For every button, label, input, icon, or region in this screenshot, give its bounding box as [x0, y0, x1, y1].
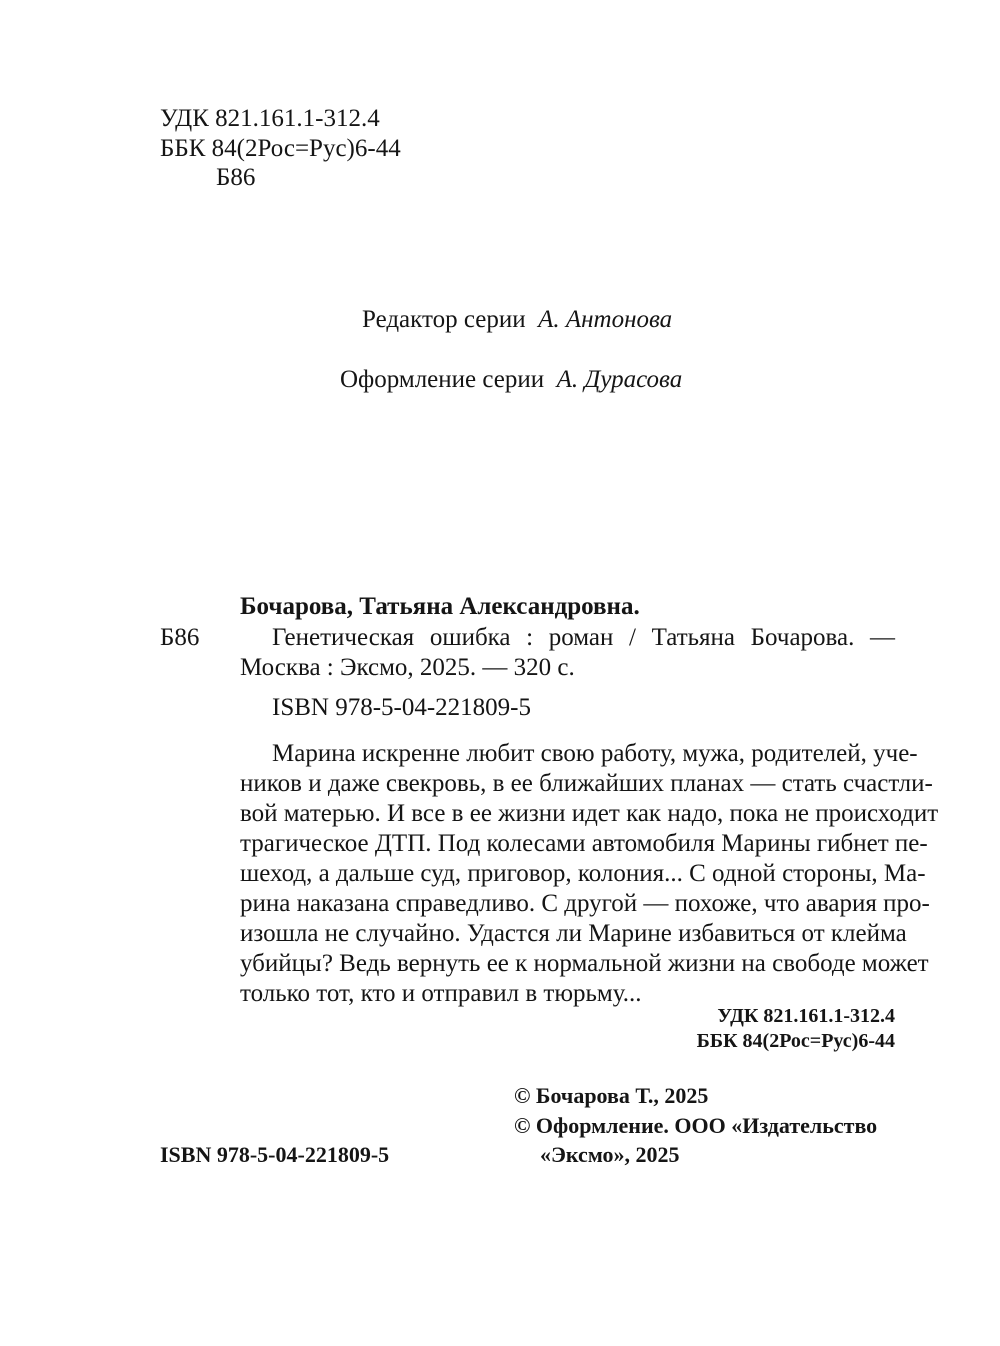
annotation-line: убийцы? Ведь вернуть ее к нормальной жизни на свободе может [240, 950, 929, 977]
header-author-code: Б86 [216, 164, 256, 191]
annotation-line: Марина искренне любит свою работу, мужа, родителей, уче- [272, 740, 918, 767]
header-bbk: ББК 84(2Рос=Рус)6-44 [160, 135, 401, 162]
record-code: Б86 [160, 624, 200, 651]
copyright-design-line2: «Эксмо», 2025 [540, 1142, 680, 1167]
series-design-name: А. Дурасова [556, 366, 683, 393]
annotation-line: вой матерью. И все в ее жизни идет как надо, пока не происходит [240, 800, 939, 827]
annotation-line: шеход, а дальше суд, приговор, колония... С одной стороны, Ма- [240, 860, 926, 887]
series-editor-label: Редактор серии [362, 306, 526, 333]
annotation-line: трагическое ДТП. Под колесами автомобиля Марины гибнет пе- [240, 830, 928, 857]
record-author: Бочарова, Татьяна Александровна. [240, 593, 640, 620]
annotation-line: изошла не случайно. Удастся ли Марине избавиться от клейма [240, 920, 907, 947]
header-udk: УДК 821.161.1-312.4 [160, 105, 380, 132]
annotation-line: ников и даже свекровь, в ее ближайших планах — стать счастли- [240, 770, 933, 797]
classification-udk: УДК 821.161.1-312.4 [717, 1005, 895, 1027]
copyright-design-line1: © Оформление. ООО «Издательство [514, 1113, 878, 1138]
classification-bbk: ББК 84(2Рос=Рус)6-44 [696, 1030, 895, 1052]
record-title-line1: Генетическая ошибка : роман / Татьяна Бочарова. — [272, 624, 895, 651]
series-design-label: Оформление серии [340, 366, 545, 393]
series-editor-name: А. Антонова [538, 306, 673, 333]
record-title-line2: Москва : Эксмо, 2025. — 320 с. [240, 654, 575, 681]
copyright-author: © Бочарова Т., 2025 [514, 1083, 709, 1108]
series-design [340, 364, 682, 395]
annotation-line: только тот, кто и отправил в тюрьму... [240, 980, 642, 1007]
footer-isbn: ISBN 978-5-04-221809-5 [160, 1142, 390, 1167]
record-isbn: ISBN 978-5-04-221809-5 [272, 694, 532, 721]
annotation-line: рина наказана справедливо. С другой — похоже, что авария про- [240, 890, 930, 917]
series-editor [362, 304, 672, 335]
